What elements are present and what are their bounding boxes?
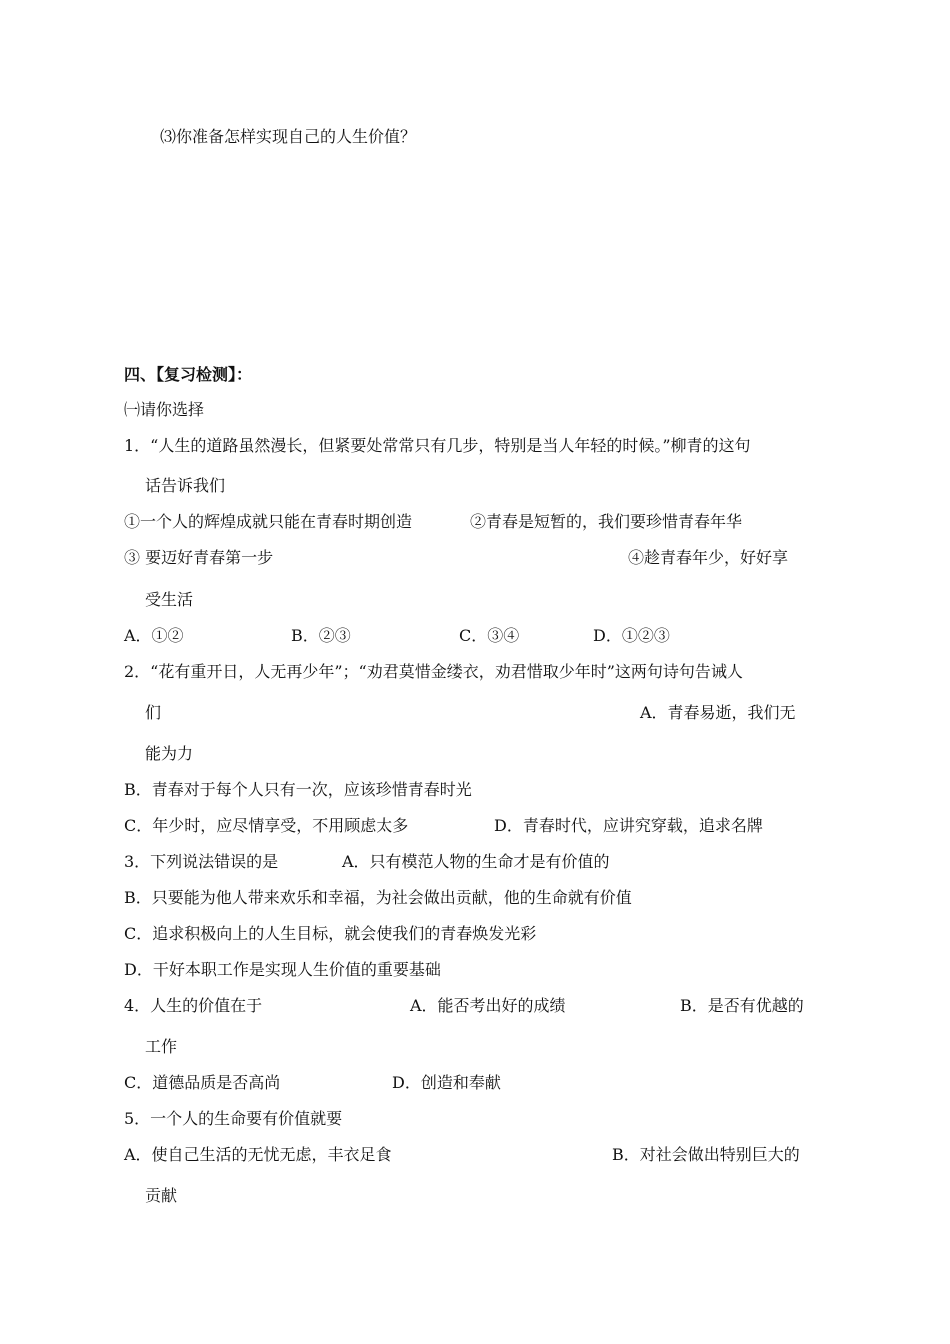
q4-option-d: D．创造和奉献: [392, 1073, 501, 1092]
q3-option-a: A．只有模范人物的生命才是有价值的: [342, 852, 610, 871]
section-title: 四、【复习检测】：: [124, 365, 253, 384]
q2-stem-line1: 2．“花有重开日，人无再少年”；“劝君莫惜金缕衣，劝君惜取少年时”这两句诗句告诫人: [124, 662, 743, 681]
q3-stem: 3．下列说法错误的是: [124, 852, 279, 871]
q1-item2: ②青春是短暂的，我们要珍惜青春年华: [470, 512, 743, 531]
q2-stem-line2: 们: [145, 703, 162, 722]
q3-option-c: C．追求积极向上的人生目标，就会使我们的青春焕发光彩: [124, 924, 537, 943]
subsection-title: ㈠请你选择: [124, 400, 205, 419]
q2-option-a: A．青春易逝，我们无: [640, 703, 796, 722]
q2-option-c: C．年少时，应尽情享受，不用顾虑太多: [124, 816, 409, 835]
q4-stem: 4．人生的价值在于: [124, 996, 263, 1015]
q1-stem-line2: 话告诉我们: [145, 476, 226, 495]
q5-option-b: B．对社会做出特别巨大的: [612, 1145, 800, 1164]
q2-option-d: D．青春时代，应讲究穿载，追求名牌: [494, 816, 763, 835]
q3-option-b: B．只要能为他人带来欢乐和幸福，为社会做出贡献，他的生命就有价值: [124, 888, 632, 907]
q1-item4-cont: 受生活: [145, 590, 194, 609]
q1-item1: ①一个人的辉煌成就只能在青春时期创造: [124, 512, 413, 531]
q4-option-b-cont: 工作: [145, 1037, 178, 1056]
q4-option-a: A．能否考出好的成绩: [410, 996, 566, 1015]
q1-item4-part2: 少，好好享: [708, 548, 789, 567]
q3-option-d: D．干好本职工作是实现人生价值的重要基础: [124, 960, 441, 979]
q1-item4-part1: ④趁青春年: [628, 548, 709, 567]
q4-option-c: C．道德品质是否高尚: [124, 1073, 281, 1092]
q1-option-a: A．①②: [124, 626, 184, 645]
question-3-prompt: ⑶你准备怎样实现自己的人生价值？: [160, 127, 417, 146]
q1-stem-line1: 1．“人生的道路虽然漫长，但紧要处常常只有几步，特别是当人年轻的时候。”柳青的这句: [124, 436, 751, 455]
q1-option-d: D．①②③: [593, 626, 670, 645]
q1-option-c: C．③④: [459, 626, 520, 645]
q2-option-a-cont: 能为力: [145, 744, 194, 763]
q4-option-b: B．是否有优越的: [680, 996, 804, 1015]
q1-option-b: B．②③: [291, 626, 351, 645]
q1-item4: [628, 548, 788, 568]
q5-stem: 5．一个人的生命要有价值就要: [124, 1109, 343, 1128]
q5-option-a: A．使自己生活的无忧无虑，丰衣足食: [124, 1145, 392, 1164]
q1-item3: ③ 要迈好青春第一步: [124, 548, 274, 567]
q5-option-b-cont: 贡献: [145, 1186, 178, 1205]
q2-option-b: B．青春对于每个人只有一次，应该珍惜青春时光: [124, 780, 472, 799]
